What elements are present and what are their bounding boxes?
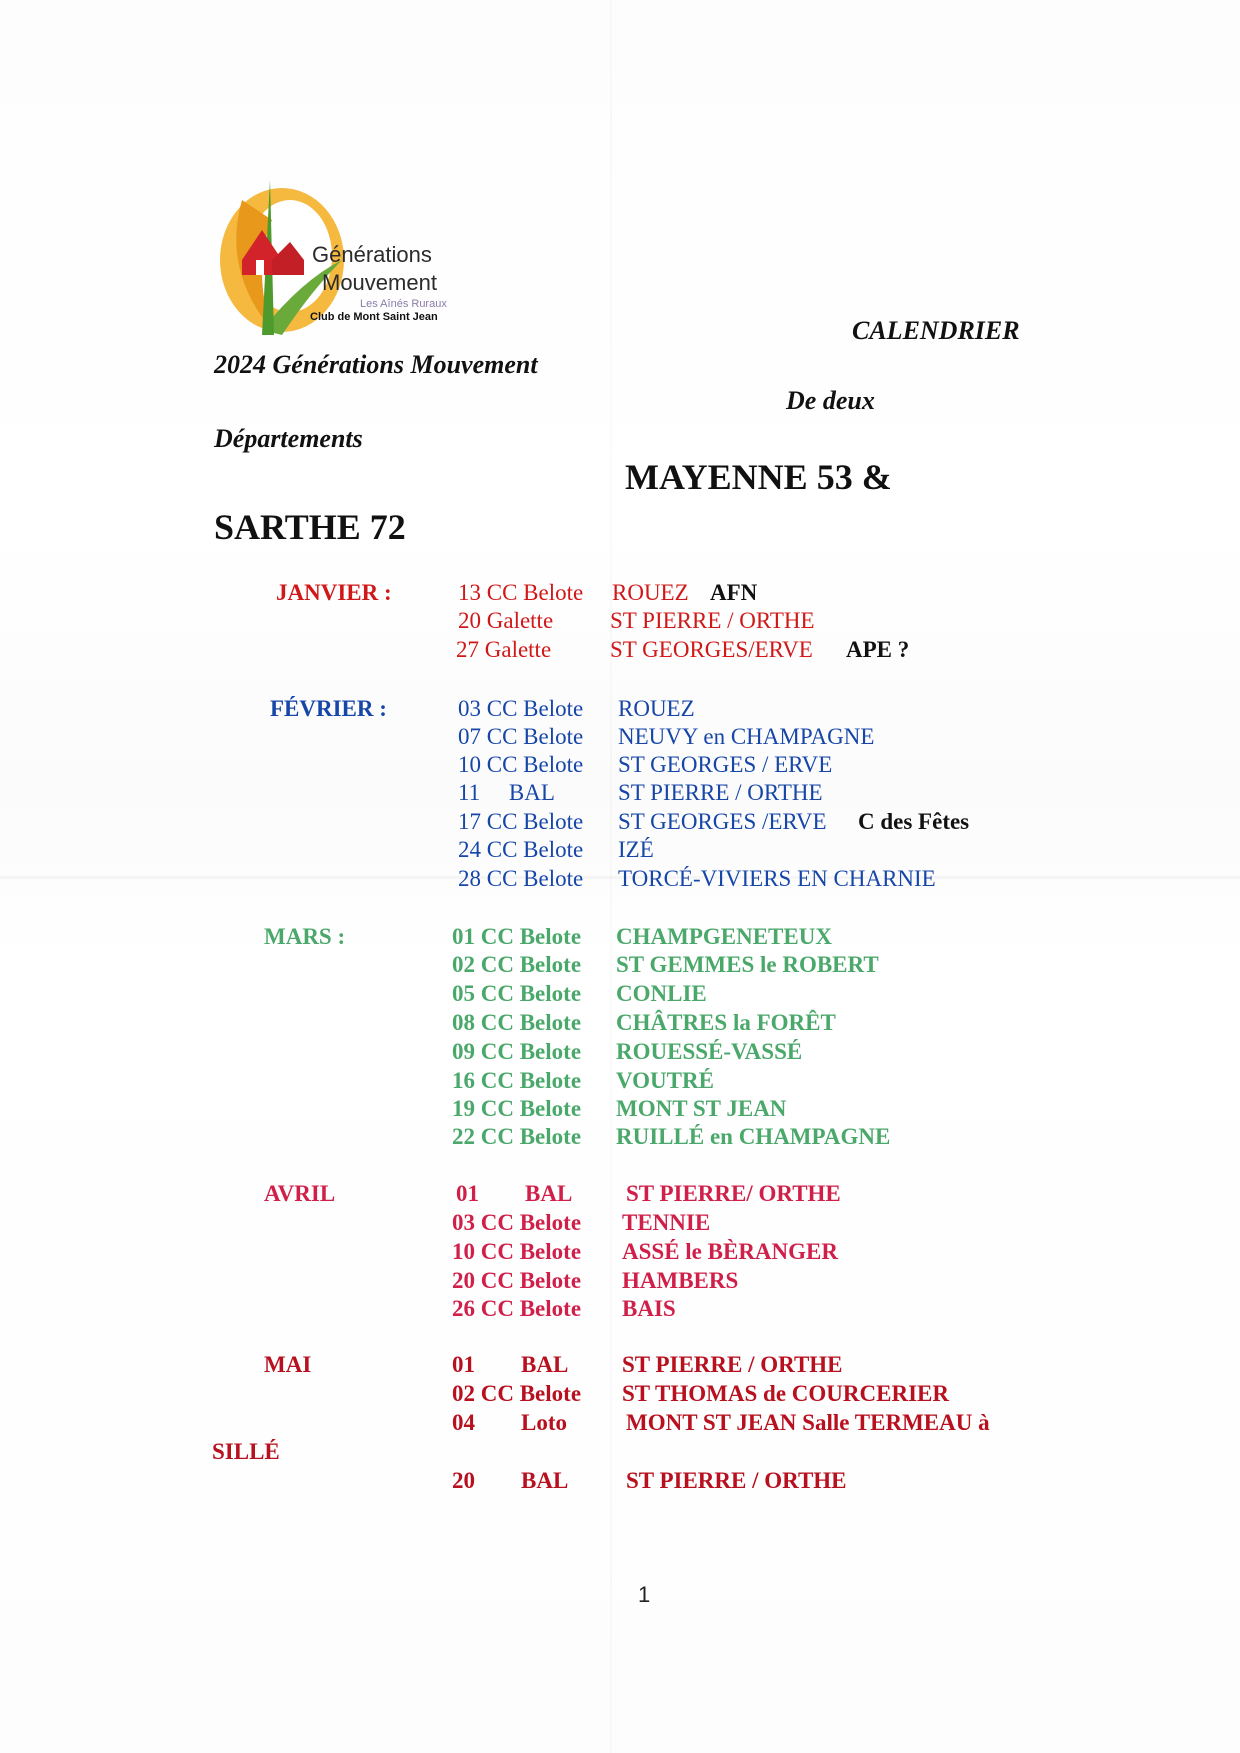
janvier-row-place: ST PIERRE / ORTHE xyxy=(610,608,815,633)
mars-row-date: 19 CC Belote xyxy=(452,1096,582,1121)
mars-row-date: 01 CC Belote xyxy=(452,924,582,949)
mars-row-date: 22 CC Belote xyxy=(452,1124,582,1149)
mai-row-place: MONT ST JEAN Salle TERMEAU à xyxy=(626,1410,990,1435)
fevrier-row-place: TORCÉ-VIVIERS EN CHARNIE xyxy=(618,866,936,891)
generations-mouvement-logo xyxy=(212,160,462,340)
fevrier-row-place: ST GEORGES / ERVE xyxy=(618,752,833,777)
de-deux-text: De deux xyxy=(786,386,875,415)
fevrier-row-date: 17 CC Belote xyxy=(458,809,584,834)
fevrier-row-date: 24 CC Belote xyxy=(458,837,584,862)
janvier-row-place: ST GEORGES/ERVE xyxy=(610,637,813,662)
mai-row-date: 20 BAL xyxy=(452,1468,569,1493)
logo-line-3: Les Aînés Ruraux xyxy=(360,298,447,310)
mai-row-place: ST THOMAS de COURCERIER xyxy=(622,1381,949,1406)
fevrier-row-date: 11 BAL xyxy=(458,780,555,805)
logo-line-2: Mouvement xyxy=(322,270,437,295)
mars-row-place: VOUTRÉ xyxy=(616,1068,714,1093)
mars-row-place: CHÂTRES la FORÊT xyxy=(616,1010,836,1035)
janvier-row-date: 13 CC Belote xyxy=(458,580,584,605)
fevrier-row-place: NEUVY en CHAMPAGNE xyxy=(618,724,875,749)
sarthe-heading: SARTHE 72 xyxy=(214,507,406,547)
calendrier-title: CALENDRIER xyxy=(852,316,1020,345)
janvier-row-note: APE ? xyxy=(846,637,910,662)
fevrier-row-date: 28 CC Belote xyxy=(458,866,584,891)
page-number: 1 xyxy=(638,1582,651,1607)
mars-row-date: 02 CC Belote xyxy=(452,952,582,977)
fevrier-row-place: IZÉ xyxy=(618,837,654,862)
mayenne-heading: MAYENNE 53 & xyxy=(625,457,892,497)
mai-row-place: ST PIERRE / ORTHE xyxy=(622,1352,843,1377)
mai-row-date: 01 BAL xyxy=(452,1352,569,1377)
mars-row-date: 05 CC Belote xyxy=(452,981,582,1006)
mars-row-place: CONLIE xyxy=(616,981,707,1006)
fevrier-row-note: C des Fêtes xyxy=(858,809,970,834)
mai-row-date: 04 Loto xyxy=(452,1410,567,1435)
janvier-row-date: 20 Galette xyxy=(458,608,554,633)
mars-row-date: 09 CC Belote xyxy=(452,1039,582,1064)
month-fevrier: FÉVRIER : xyxy=(270,696,387,721)
month-avril: AVRIL xyxy=(264,1181,336,1206)
fevrier-row-place: ST PIERRE / ORTHE xyxy=(618,780,823,805)
fevrier-row-place: ST GEORGES /ERVE xyxy=(618,809,827,834)
mai-row-date: 02 CC Belote xyxy=(452,1381,582,1406)
month-mars: MARS : xyxy=(264,924,346,949)
avril-row-place: TENNIE xyxy=(622,1210,711,1235)
mai-wrap-text: SILLÉ xyxy=(212,1439,280,1464)
avril-row-place: HAMBERS xyxy=(622,1268,739,1293)
mars-row-date: 08 CC Belote xyxy=(452,1010,582,1035)
year-title: 2024 Générations Mouvement xyxy=(214,350,538,379)
mars-row-date: 16 CC Belote xyxy=(452,1068,582,1093)
month-mai: MAI xyxy=(264,1352,312,1377)
avril-row-date: 20 CC Belote xyxy=(452,1268,582,1293)
janvier-row-date: 27 Galette xyxy=(456,637,552,662)
mars-row-place: RUILLÉ en CHAMPAGNE xyxy=(616,1124,891,1149)
paper-fold-vertical xyxy=(610,0,612,1753)
mai-row-place: ST PIERRE / ORTHE xyxy=(626,1468,847,1493)
mars-row-place: MONT ST JEAN xyxy=(616,1096,787,1121)
avril-row-place: BAIS xyxy=(622,1296,676,1321)
janvier-row-place: ROUEZ xyxy=(612,580,689,605)
avril-row-place: ASSÉ le BÈRANGER xyxy=(622,1239,838,1264)
avril-row-place: ST PIERRE/ ORTHE xyxy=(626,1181,841,1206)
logo-line-1: Générations xyxy=(312,242,432,267)
mars-row-place: ROUESSÉ-VASSÉ xyxy=(616,1039,803,1064)
departements-text: Départements xyxy=(214,424,363,453)
avril-row-date: 26 CC Belote xyxy=(452,1296,582,1321)
janvier-row-note: AFN xyxy=(710,580,758,605)
avril-row-date: 01 BAL xyxy=(456,1181,573,1206)
fevrier-row-date: 10 CC Belote xyxy=(458,752,584,777)
mars-row-place: CHAMPGENETEUX xyxy=(616,924,832,949)
fevrier-row-date: 03 CC Belote xyxy=(458,696,584,721)
mars-row-place: ST GEMMES le ROBERT xyxy=(616,952,879,977)
logo-line-4: Club de Mont Saint Jean xyxy=(310,311,438,323)
month-janvier: JANVIER : xyxy=(276,580,392,605)
fevrier-row-date: 07 CC Belote xyxy=(458,724,584,749)
avril-row-date: 03 CC Belote xyxy=(452,1210,582,1235)
avril-row-date: 10 CC Belote xyxy=(452,1239,582,1264)
fevrier-row-place: ROUEZ xyxy=(618,696,695,721)
